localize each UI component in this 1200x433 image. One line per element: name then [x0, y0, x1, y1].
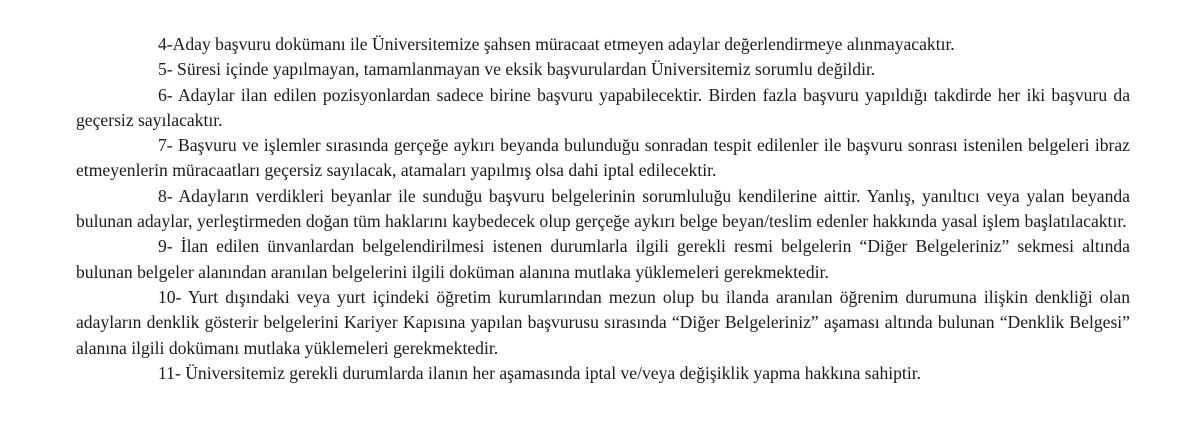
item-number: 4- — [158, 34, 173, 54]
item-text: Üniversitemiz gerekli durumlarda ilanın her aşamasında iptal ve/veya değişiklik yapma hakkına sahiptir. — [180, 362, 921, 383]
list-item — [76, 234, 1130, 285]
item-number: 11- — [158, 362, 181, 383]
list-item — [76, 57, 1130, 82]
item-text: Adayların verdikleri beyanlar ile sunduğu başvuru belgelerinin sorumluluğu kendilerine aittir. Yanlış, yanıltıcı veya yalan beyanda bulunan adaylar, yerleştirmeden doğan tüm haklarını kaybedecek olup gerçeğe aykırı belge beyan/teslim edenler hakkında yasal işlem başlatılacaktır. — [76, 185, 1130, 232]
list-item — [76, 83, 1130, 134]
item-text: Aday başvuru dokümanı ile Üniversitemize şahsen müracaat etmeyen adaylar değerlendirmeye alınmayacaktır. — [172, 34, 955, 54]
list-item — [76, 184, 1130, 235]
item-text: Adaylar ilan edilen pozisyonlardan sadece birine başvuru yapabilecektir. Birden fazla başvuru yapıldığı takdirde her iki başvuru da geçersiz sayılacaktır. — [76, 84, 1130, 130]
item-text: Süresi içinde yapılmayan, tamamlanmayan ve eksik başvurulardan Üniversitemiz sorumlu değildir. — [172, 59, 876, 80]
item-number: 10- — [158, 286, 182, 307]
list-item — [76, 32, 1130, 57]
document-body — [76, 32, 1130, 386]
item-number: 9- — [158, 236, 173, 257]
item-number: 5- — [158, 59, 173, 80]
item-number: 7- — [158, 135, 173, 156]
item-number: 6- — [158, 84, 173, 105]
item-number: 8- — [158, 185, 173, 206]
list-item — [76, 133, 1130, 184]
list-item — [76, 361, 1130, 386]
item-text: Yurt dışındaki veya yurt içindeki öğretim kurumlarından mezun olup bu ilanda aranılan öğrenim durumuna ilişkin denkliği olan adayların denklik gösterir belgelerini Kariyer Kapısına yapılan başvurusu sırasında “Diğer Belgeleriniz” aşaması altında bulunan “Denklik Belgesi” alanına ilgili dokümanı mutlaka yüklemeleri gerekmektedir. — [76, 286, 1130, 358]
item-text: İlan edilen ünvanlardan belgelendirilmesi istenen durumlarla ilgili gerekli resmi belgelerin “Diğer Belgeleriniz” sekmesi altında bulunan belgeler alanından aranılan belgelerini ilgili doküman alanına mutlaka yüklemeleri gerekmektedir. — [76, 236, 1130, 282]
list-item — [76, 285, 1130, 361]
item-text: Başvuru ve işlemler sırasında gerçeğe aykırı beyanda bulunduğu sonradan tespit edilenler ile başvuru sonrası istenilen belgeleri ibraz etmeyenlerin müracaatları geçersiz sayılacak, atamaları yapılmış olsa dahi iptal edilecektir. — [76, 135, 1130, 181]
